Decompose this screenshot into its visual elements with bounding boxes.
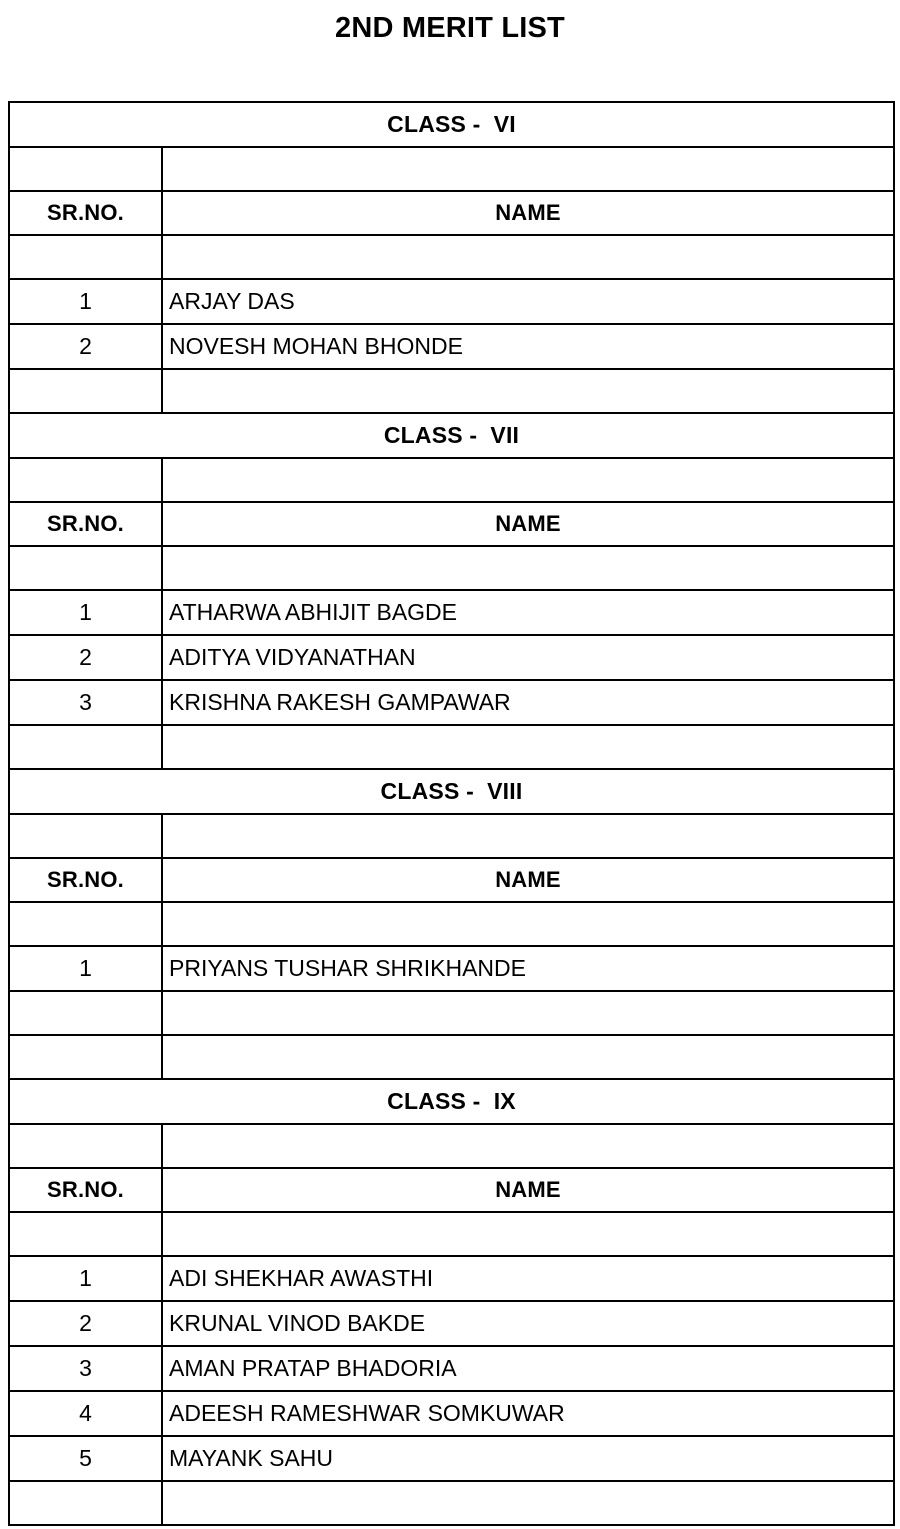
table-row — [9, 1436, 894, 1481]
cell-sr-no: 1 — [9, 1256, 162, 1301]
blank-cell-sr-no — [9, 369, 162, 413]
blank-cell-sr-no — [9, 1035, 162, 1079]
merit-table-body — [9, 102, 894, 1525]
blank-cell-name — [162, 1124, 894, 1168]
cell-sr-no: 1 — [9, 946, 162, 991]
column-header-row — [9, 858, 894, 902]
column-header-sr-no: SR.NO. — [9, 1168, 162, 1212]
spacer-row — [9, 235, 894, 279]
blank-cell-sr-no — [9, 147, 162, 191]
cell-sr-no: 3 — [9, 1346, 162, 1391]
trailing-blank-row — [9, 991, 894, 1035]
blank-cell-name — [162, 1212, 894, 1256]
blank-cell-sr-no — [9, 725, 162, 769]
cell-student-name: ARJAY DAS — [162, 279, 894, 324]
blank-cell-name — [162, 725, 894, 769]
cell-sr-no: 2 — [9, 324, 162, 369]
table-row — [9, 279, 894, 324]
cell-student-name: ADITYA VIDYANATHAN — [162, 635, 894, 680]
cell-sr-no: 1 — [9, 590, 162, 635]
cell-sr-no: 3 — [9, 680, 162, 725]
class-section-title: CLASS - VIII — [9, 769, 894, 814]
table-row — [9, 1391, 894, 1436]
blank-cell-sr-no — [9, 235, 162, 279]
cell-sr-no: 2 — [9, 635, 162, 680]
table-row — [9, 680, 894, 725]
blank-cell-sr-no — [9, 546, 162, 590]
blank-cell-name — [162, 235, 894, 279]
blank-cell-sr-no — [9, 991, 162, 1035]
column-header-name: NAME — [162, 858, 894, 902]
spacer-row — [9, 1124, 894, 1168]
spacer-row — [9, 147, 894, 191]
class-section-title: CLASS - IX — [9, 1079, 894, 1124]
blank-cell-name — [162, 546, 894, 590]
cell-sr-no: 4 — [9, 1391, 162, 1436]
column-header-name: NAME — [162, 191, 894, 235]
blank-cell-sr-no — [9, 902, 162, 946]
blank-cell-name — [162, 1481, 894, 1525]
merit-list-table — [8, 101, 895, 1526]
column-header-name: NAME — [162, 1168, 894, 1212]
table-row — [9, 324, 894, 369]
blank-cell-sr-no — [9, 1481, 162, 1525]
cell-student-name: ADI SHEKHAR AWASTHI — [162, 1256, 894, 1301]
trailing-blank-row — [9, 725, 894, 769]
blank-cell-name — [162, 458, 894, 502]
class-section-header-row — [9, 769, 894, 814]
column-header-row — [9, 502, 894, 546]
cell-student-name: ADEESH RAMESHWAR SOMKUWAR — [162, 1391, 894, 1436]
table-row — [9, 1346, 894, 1391]
blank-cell-name — [162, 147, 894, 191]
class-section-title: CLASS - VI — [9, 102, 894, 147]
spacer-row — [9, 1212, 894, 1256]
column-header-sr-no: SR.NO. — [9, 858, 162, 902]
spacer-row — [9, 546, 894, 590]
table-row — [9, 1301, 894, 1346]
column-header-sr-no: SR.NO. — [9, 502, 162, 546]
page-title: 2ND MERIT LIST — [335, 12, 565, 44]
spacer-row — [9, 458, 894, 502]
column-header-sr-no: SR.NO. — [9, 191, 162, 235]
cell-student-name: KRUNAL VINOD BAKDE — [162, 1301, 894, 1346]
blank-cell-name — [162, 814, 894, 858]
column-header-row — [9, 1168, 894, 1212]
blank-cell-sr-no — [9, 1212, 162, 1256]
cell-sr-no: 5 — [9, 1436, 162, 1481]
class-section-header-row — [9, 102, 894, 147]
cell-sr-no: 2 — [9, 1301, 162, 1346]
cell-student-name: PRIYANS TUSHAR SHRIKHANDE — [162, 946, 894, 991]
class-section-header-row — [9, 1079, 894, 1124]
cell-student-name: KRISHNA RAKESH GAMPAWAR — [162, 680, 894, 725]
blank-cell-name — [162, 1035, 894, 1079]
class-section-title: CLASS - VII — [9, 413, 894, 458]
blank-cell-name — [162, 369, 894, 413]
blank-cell-name — [162, 991, 894, 1035]
merit-table-container — [8, 48, 892, 1526]
blank-cell-name — [162, 902, 894, 946]
table-row — [9, 590, 894, 635]
cell-student-name: NOVESH MOHAN BHONDE — [162, 324, 894, 369]
trailing-blank-row — [9, 369, 894, 413]
column-header-row — [9, 191, 894, 235]
cell-student-name: AMAN PRATAP BHADORIA — [162, 1346, 894, 1391]
table-row — [9, 946, 894, 991]
table-row — [9, 1256, 894, 1301]
blank-cell-sr-no — [9, 814, 162, 858]
cell-sr-no: 1 — [9, 279, 162, 324]
cell-student-name: ATHARWA ABHIJIT BAGDE — [162, 590, 894, 635]
blank-cell-sr-no — [9, 458, 162, 502]
cell-student-name: MAYANK SAHU — [162, 1436, 894, 1481]
column-header-name: NAME — [162, 502, 894, 546]
spacer-row — [9, 902, 894, 946]
spacer-row — [9, 814, 894, 858]
table-row — [9, 635, 894, 680]
blank-cell-sr-no — [9, 1124, 162, 1168]
class-section-header-row — [9, 413, 894, 458]
trailing-blank-row — [9, 1035, 894, 1079]
trailing-blank-row — [9, 1481, 894, 1525]
